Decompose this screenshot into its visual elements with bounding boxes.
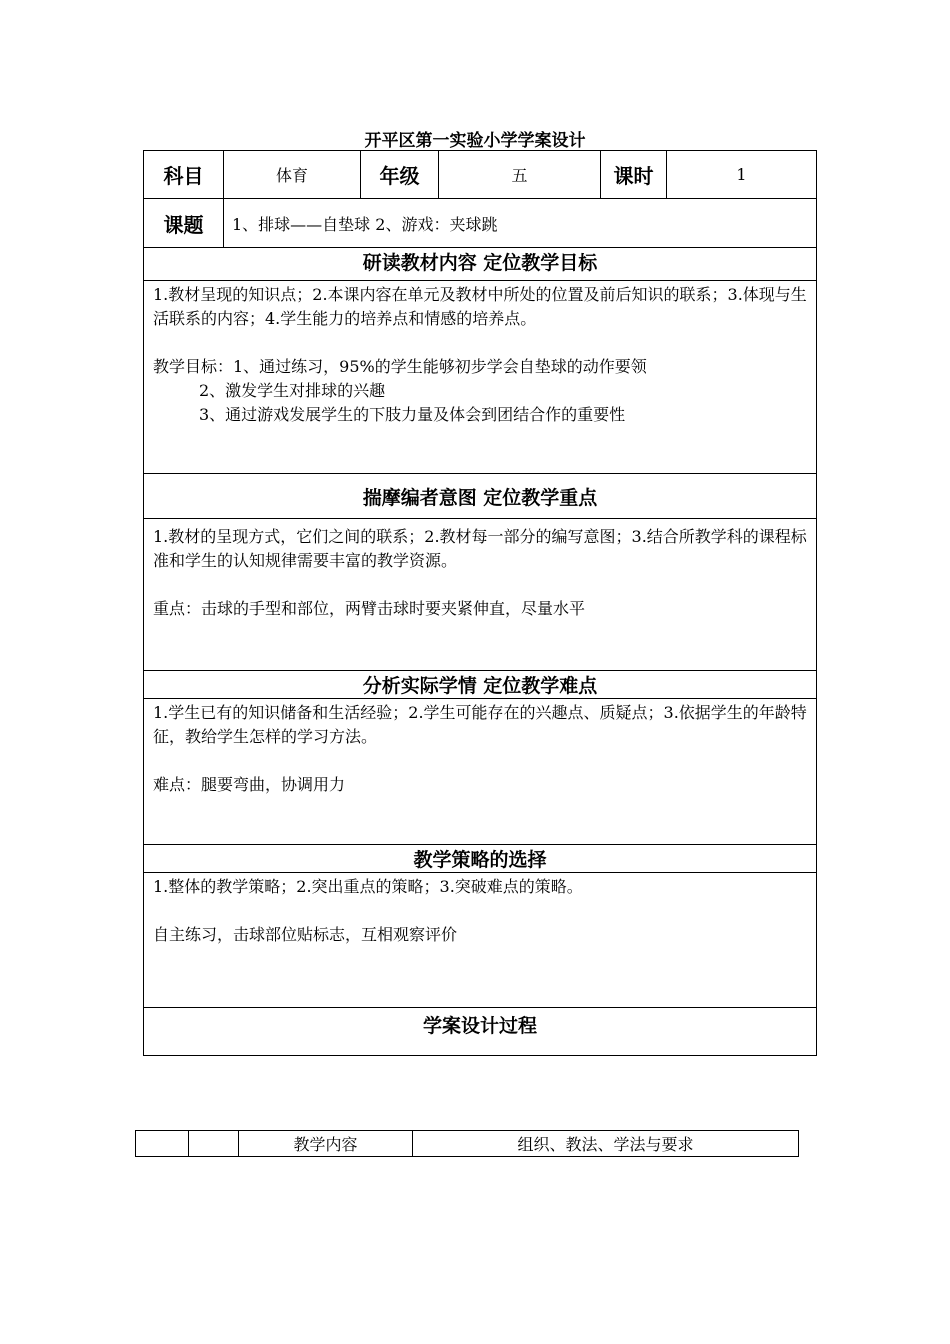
section-5-heading: 学案设计过程 [144,1008,817,1056]
section-3-heading-row [144,671,817,699]
page-title: 开平区第一实验小学学案设计 [364,131,586,151]
section-3-body-row [144,699,817,845]
section-2-body [144,519,817,671]
topic-label: 课题 [144,199,224,248]
grade-value: 五 [439,151,601,199]
period-value: 1 [667,151,817,199]
subject-label: 科目 [144,151,224,199]
section-3-heading: 分析实际学情 定位教学难点 [144,671,817,699]
section-2-heading-row [144,474,817,519]
section-1-heading-row [144,248,817,281]
topic-value: 1、排球——自垫球 2、游戏：夹球跳 [224,199,817,248]
teaching-strategy: 自主练习，击球部位贴标志，互相观察评价 [153,925,458,944]
header-row [144,151,817,199]
process-header-row [136,1131,799,1157]
grade-label: 年级 [361,151,439,199]
section-1-guide: 1.教材呈现的知识点；2.本课内容在单元及教材中所处的位置及前后知识的联系；3.体现与生活联系的内容；4.学生能力的培养点和情感的培养点。 [153,285,807,328]
process-table [135,1130,799,1157]
section-4-body-row [144,873,817,1008]
teaching-key-point: 重点：击球的手型和部位，两臂击球时要夹紧伸直，尽量水平 [153,599,586,618]
section-3-body [144,699,817,845]
process-empty-cell-1 [136,1131,189,1157]
section-1-body [144,281,817,474]
section-2-guide: 1.教材的呈现方式，它们之间的联系；2.教材每一部分的编写意图；3.结合所教学科的课程标准和学生的认知规律需要丰富的教学资源。 [153,527,807,570]
lesson-plan-table [143,150,817,1056]
teaching-goal-2: 2、激发学生对排球的兴趣 [199,381,386,400]
section-4-heading-row [144,845,817,873]
teaching-difficulty: 难点：腿要弯曲，协调用力 [153,775,346,794]
section-2-body-row [144,519,817,671]
period-label: 课时 [601,151,667,199]
topic-row [144,199,817,248]
section-2-heading: 揣摩编者意图 定位教学重点 [144,474,817,519]
section-4-heading: 教学策略的选择 [144,845,817,873]
subject-value: 体育 [224,151,361,199]
teaching-goal-3: 3、通过游戏发展学生的下肢力量及体会到团结合作的重要性 [199,405,626,424]
process-empty-cell-2 [189,1131,239,1157]
process-col-content: 教学内容 [239,1131,413,1157]
section-1-heading: 研读教材内容 定位教学目标 [144,248,817,281]
section-3-guide: 1.学生已有的知识储备和生活经验；2.学生可能存在的兴趣点、质疑点；3.依据学生的年龄特征，教给学生怎样的学习方法。 [153,703,807,746]
process-col-method: 组织、教法、学法与要求 [413,1131,799,1157]
section-5-row [144,1008,817,1056]
teaching-goal-1: 教学目标：1、通过练习，95%的学生能够初步学会自垫球的动作要领 [153,357,647,376]
section-1-body-row [144,281,817,474]
section-4-guide: 1.整体的教学策略；2.突出重点的策略；3.突破难点的策略。 [153,877,583,896]
section-4-body [144,873,817,1008]
